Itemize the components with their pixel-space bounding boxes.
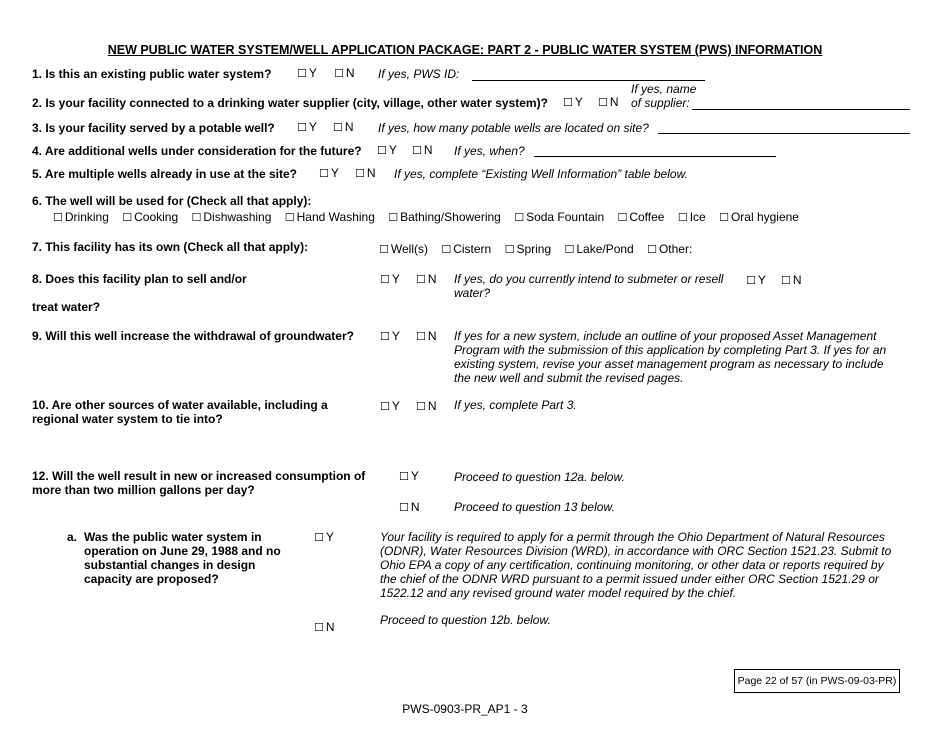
q12a-label: a. [67, 530, 78, 544]
q12-yes-followup: Proceed to question 12a. below. [454, 470, 625, 484]
future-wells-when-field[interactable] [534, 156, 776, 157]
q3-yes-checkbox[interactable]: ☐ Y [297, 120, 317, 134]
use-bathing-checkbox[interactable]: ☐ Bathing/Showering [388, 210, 501, 224]
q2-question: 2. Is your facility connected to a drinking water supplier (city, village, other water system)? [32, 96, 548, 110]
q4-no-checkbox[interactable]: ☐ N [412, 143, 433, 157]
q12-question: 12. Will the well result in new or increased consumption of more than two million gallons per day? [32, 469, 366, 497]
q3-followup: If yes, how many potable wells are located on site? [378, 121, 649, 135]
q1-no-checkbox[interactable]: ☐ N [334, 66, 355, 80]
q12a-yes-checkbox[interactable]: ☐ Y [314, 530, 334, 544]
q1-question: 1. Is this an existing public water system? [32, 67, 272, 81]
use-oral-hygiene-checkbox[interactable]: ☐ Oral hygiene [719, 210, 799, 224]
q8-yes-checkbox[interactable]: ☐ Y [380, 272, 400, 286]
page-number-box: Page 22 of 57 (in PWS-09-03-PR) [734, 669, 900, 693]
source-cistern-checkbox[interactable]: ☐ Cistern [441, 242, 492, 256]
q8-question-line1: 8. Does this facility plan to sell and/or [32, 272, 247, 286]
q2-followup-top: If yes, name [631, 82, 697, 96]
source-spring-checkbox[interactable]: ☐ Spring [504, 242, 552, 256]
q12-no-followup: Proceed to question 13 below. [454, 500, 615, 514]
footer-form-id: PWS-0903-PR_AP1 - 3 [402, 702, 528, 716]
use-soda-fountain-checkbox[interactable]: ☐ Soda Fountain [514, 210, 605, 224]
q10-followup: If yes, complete Part 3. [454, 398, 577, 412]
use-drinking-checkbox[interactable]: ☐ Drinking [53, 210, 109, 224]
q3-question: 3. Is your facility served by a potable well? [32, 121, 275, 135]
q2-no-checkbox[interactable]: ☐ N [598, 95, 619, 109]
q9-question: 9. Will this well increase the withdrawal of groundwater? [32, 329, 354, 343]
q10-no-checkbox[interactable]: ☐ N [416, 399, 437, 413]
potable-wells-count-field[interactable] [658, 133, 910, 134]
q6-question: 6. The well will be used for (Check all that apply): [32, 194, 312, 208]
q12a-yes-followup: Your facility is required to apply for a permit through the Ohio Department of Natural Resources (ODNR), Water Resources Division (WRD), in accordance with ORC Section 1521.23. Submit to Ohio EPA a copy of any certification, continuing monitoring, or other data or reports required by the chief of the ODNR WRD pursuant to a permit issued under either ORC Section 1521.29 or 1522.12 and any revised ground water model required by the chief. [380, 530, 892, 600]
q7-question: 7. This facility has its own (Check all that apply): [32, 240, 309, 254]
q5-followup: If yes, complete “Existing Well Information” table below. [394, 167, 688, 181]
q8-followup: If yes, do you currently intend to submeter or resell water? [454, 272, 724, 300]
q4-question: 4. Are additional wells under consideration for the future? [32, 144, 362, 158]
q8-submeter-yes-checkbox[interactable]: ☐ Y [746, 273, 766, 287]
q8-question-line2: treat water? [32, 300, 101, 314]
source-lake-pond-checkbox[interactable]: ☐ Lake/Pond [564, 242, 634, 256]
q5-yes-checkbox[interactable]: ☐ Y [319, 166, 339, 180]
q5-question: 5. Are multiple wells already in use at the site? [32, 167, 297, 181]
q12a-question: Was the public water system in operation on June 29, 1988 and no substantial changes in design capacity are proposed? [84, 530, 281, 586]
q4-yes-checkbox[interactable]: ☐ Y [377, 143, 397, 157]
source-other-checkbox[interactable]: ☐ Other: [647, 242, 693, 256]
q1-followup: If yes, PWS ID: [378, 67, 460, 81]
q9-no-checkbox[interactable]: ☐ N [416, 329, 437, 343]
q7-options [379, 242, 702, 256]
q12-yes-checkbox[interactable]: ☐ Y [399, 469, 419, 483]
use-dishwashing-checkbox[interactable]: ☐ Dishwashing [191, 210, 272, 224]
q9-yes-checkbox[interactable]: ☐ Y [380, 329, 400, 343]
q4-followup: If yes, when? [454, 144, 525, 158]
q1-yes-checkbox[interactable]: ☐ Y [297, 66, 317, 80]
q12-no-checkbox[interactable]: ☐ N [399, 500, 420, 514]
q5-no-checkbox[interactable]: ☐ N [355, 166, 376, 180]
q10-question: 10. Are other sources of water available, including a regional water system to tie into? [32, 398, 328, 426]
pws-id-field[interactable] [472, 80, 705, 81]
use-hand-washing-checkbox[interactable]: ☐ Hand Washing [284, 210, 375, 224]
source-wells-checkbox[interactable]: ☐ Well(s) [379, 242, 428, 256]
use-cooking-checkbox[interactable]: ☐ Cooking [122, 210, 179, 224]
q8-no-checkbox[interactable]: ☐ N [416, 272, 437, 286]
q2-followup-bottom: of supplier: [631, 96, 690, 110]
q12a-no-checkbox[interactable]: ☐ N [314, 620, 335, 634]
q3-no-checkbox[interactable]: ☐ N [333, 120, 354, 134]
q8-submeter-no-checkbox[interactable]: ☐ N [781, 273, 802, 287]
supplier-name-field[interactable] [692, 109, 910, 110]
q2-yes-checkbox[interactable]: ☐ Y [563, 95, 583, 109]
use-ice-checkbox[interactable]: ☐ Ice [677, 210, 706, 224]
q6-options [53, 210, 809, 224]
q12a-no-followup: Proceed to question 12b. below. [380, 613, 551, 627]
use-coffee-checkbox[interactable]: ☐ Coffee [617, 210, 665, 224]
page-title: NEW PUBLIC WATER SYSTEM/WELL APPLICATION PACKAGE: PART 2 - PUBLIC WATER SYSTEM (PWS) INFORMATION [107, 43, 823, 57]
q9-followup: If yes for a new system, include an outline of your proposed Asset Management Program with the submission of this application by completing Part 3. If yes for an existing system, revise your asset management program as necessary to include the new well and submit the revised pages. [454, 329, 887, 385]
q10-yes-checkbox[interactable]: ☐ Y [380, 399, 400, 413]
